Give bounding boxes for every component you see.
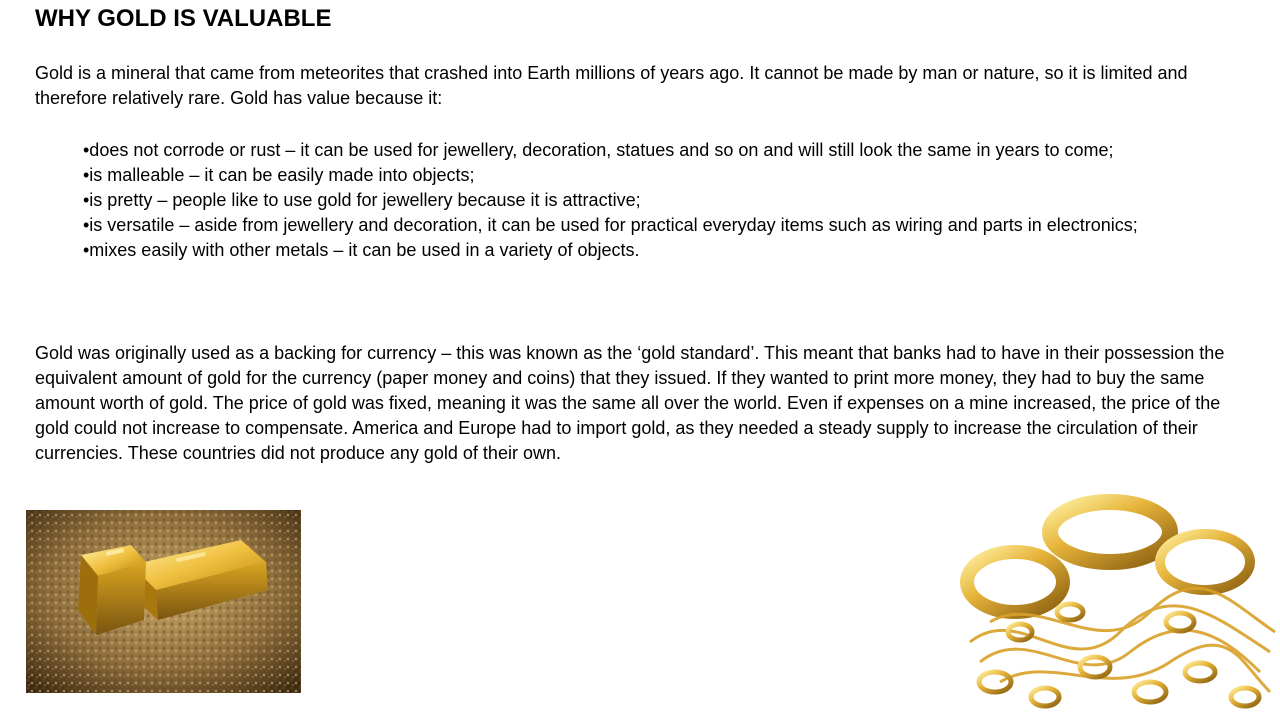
list-item: •is malleable – it can be easily made into objects;	[83, 165, 475, 185]
gold-standard-paragraph: Gold was originally used as a backing for currency – this was known as the ‘gold standard’. This meant that banks had to have in their possession the equivalent amount of gold for the currency (paper money and coins) that they issued. If they wanted to print more money, they had to buy the same amount worth of gold. The price of gold was fixed, meaning it was the same all over the world. Even if expenses on a mine increased, the price of the gold could not increase to compensate. America and Europe had to import gold, as they needed a steady supply to increase the circulation of their currencies. These countries did not produce any gold of their own.	[35, 343, 1225, 463]
intro-paragraph: Gold is a mineral that came from meteorites that crashed into Earth millions of years ago. It cannot be made by man or nature, so it is limited and therefore relatively rare. Gold has value because it:	[35, 63, 1188, 108]
value-bullet-list	[83, 138, 1253, 263]
list-item: •mixes easily with other metals – it can be used in a variety of objects.	[83, 240, 640, 260]
slide-title: WHY GOLD IS VALUABLE	[35, 5, 332, 32]
list-item: •is versatile – aside from jewellery and decoration, it can be used for practical everyday items such as wiring and parts in electronics;	[83, 215, 1138, 235]
list-item: •does not corrode or rust – it can be used for jewellery, decoration, statues and so on and will still look the same in years to come;	[83, 140, 1114, 160]
gold-jewellery-photo	[960, 492, 1280, 720]
list-item: •is pretty – people like to use gold for jewellery because it is attractive;	[83, 190, 641, 210]
gold-bars-photo	[26, 510, 301, 693]
